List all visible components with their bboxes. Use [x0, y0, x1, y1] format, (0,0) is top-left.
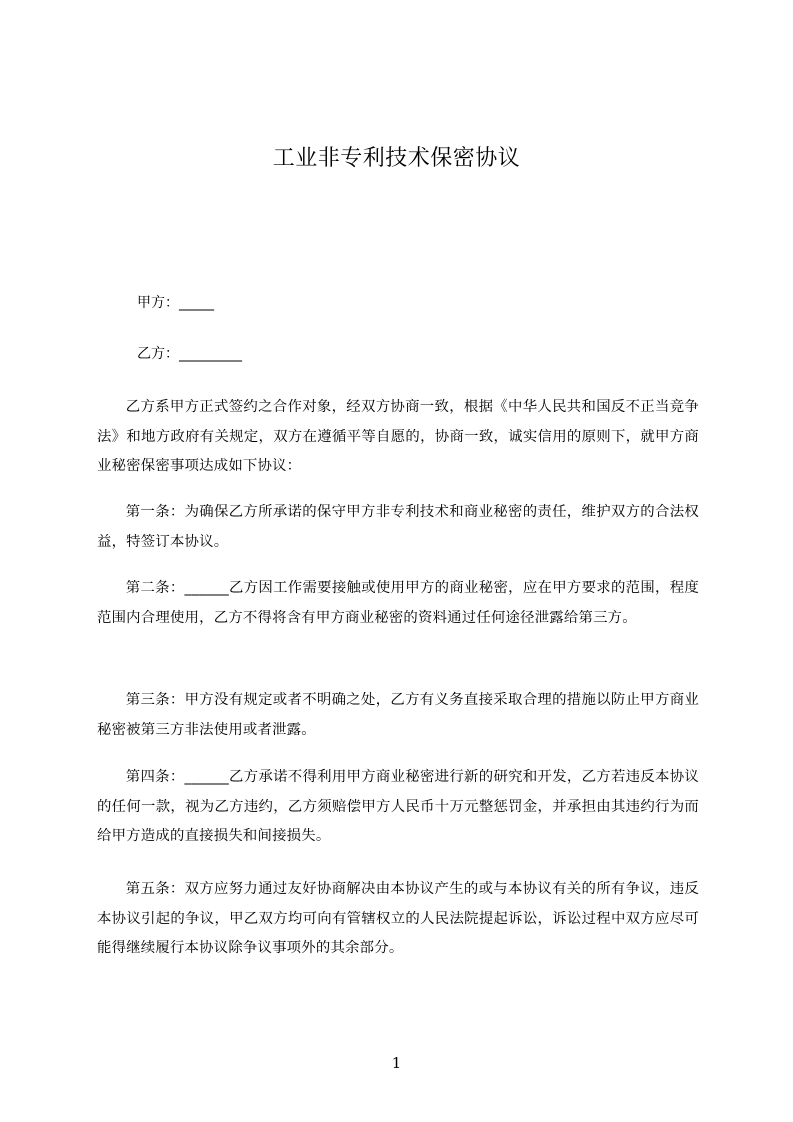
preamble-paragraph: 乙方系甲方正式签约之合作对象，经双方协商一致，根据《中华人民共和国反不正当竞争法》和地方政府有关规定，双方在遵循平等自愿的，协商一致，诚实信用的原则下，就甲方商业秘密保密事项达成如下协议： — [97, 399, 699, 474]
party-a-line: 甲方：_____ — [137, 295, 214, 311]
document-title: 工业非专利技术保密协议 — [272, 146, 521, 171]
page-number: 1 — [391, 1054, 402, 1072]
article-5-paragraph: 第五条：双方应努力通过友好协商解决由本协议产生的或与本协议有关的所有争议，违反本协议引起的争议，甲乙双方均可向有管辖权立的人民法院提起诉讼，诉讼过程中双方应尽可能得继续履行本协议除争议事项外的其余部分。 — [97, 881, 699, 956]
article-3-paragraph: 第三条：甲方没有规定或者不明确之处，乙方有义务直接采取合理的措施以防止甲方商业秘密被第三方非法使用或者泄露。 — [97, 692, 699, 738]
article-4-paragraph: 第四条：______乙方承诺不得利用甲方商业秘密进行新的研究和开发，乙方若违反本协议的任何一款，视为乙方违约，乙方须赔偿甲方人民币十万元整惩罚金，并承担由其违约行为而给甲方造成的直接损失和间接损失。 — [97, 769, 699, 844]
article-1-paragraph: 第一条：为确保乙方所承诺的保守甲方非专利技术和商业秘密的责任，维护双方的合法权益，特签订本协议。 — [97, 504, 699, 550]
article-2-paragraph: 第二条：______乙方因工作需要接触或使用甲方的商业秘密，应在甲方要求的范围，程度范围内合理使用，乙方不得将含有甲方商业秘密的资料通过任何途径泄露给第三方。 — [97, 580, 699, 626]
party-b-line: 乙方：_________ — [137, 346, 242, 362]
